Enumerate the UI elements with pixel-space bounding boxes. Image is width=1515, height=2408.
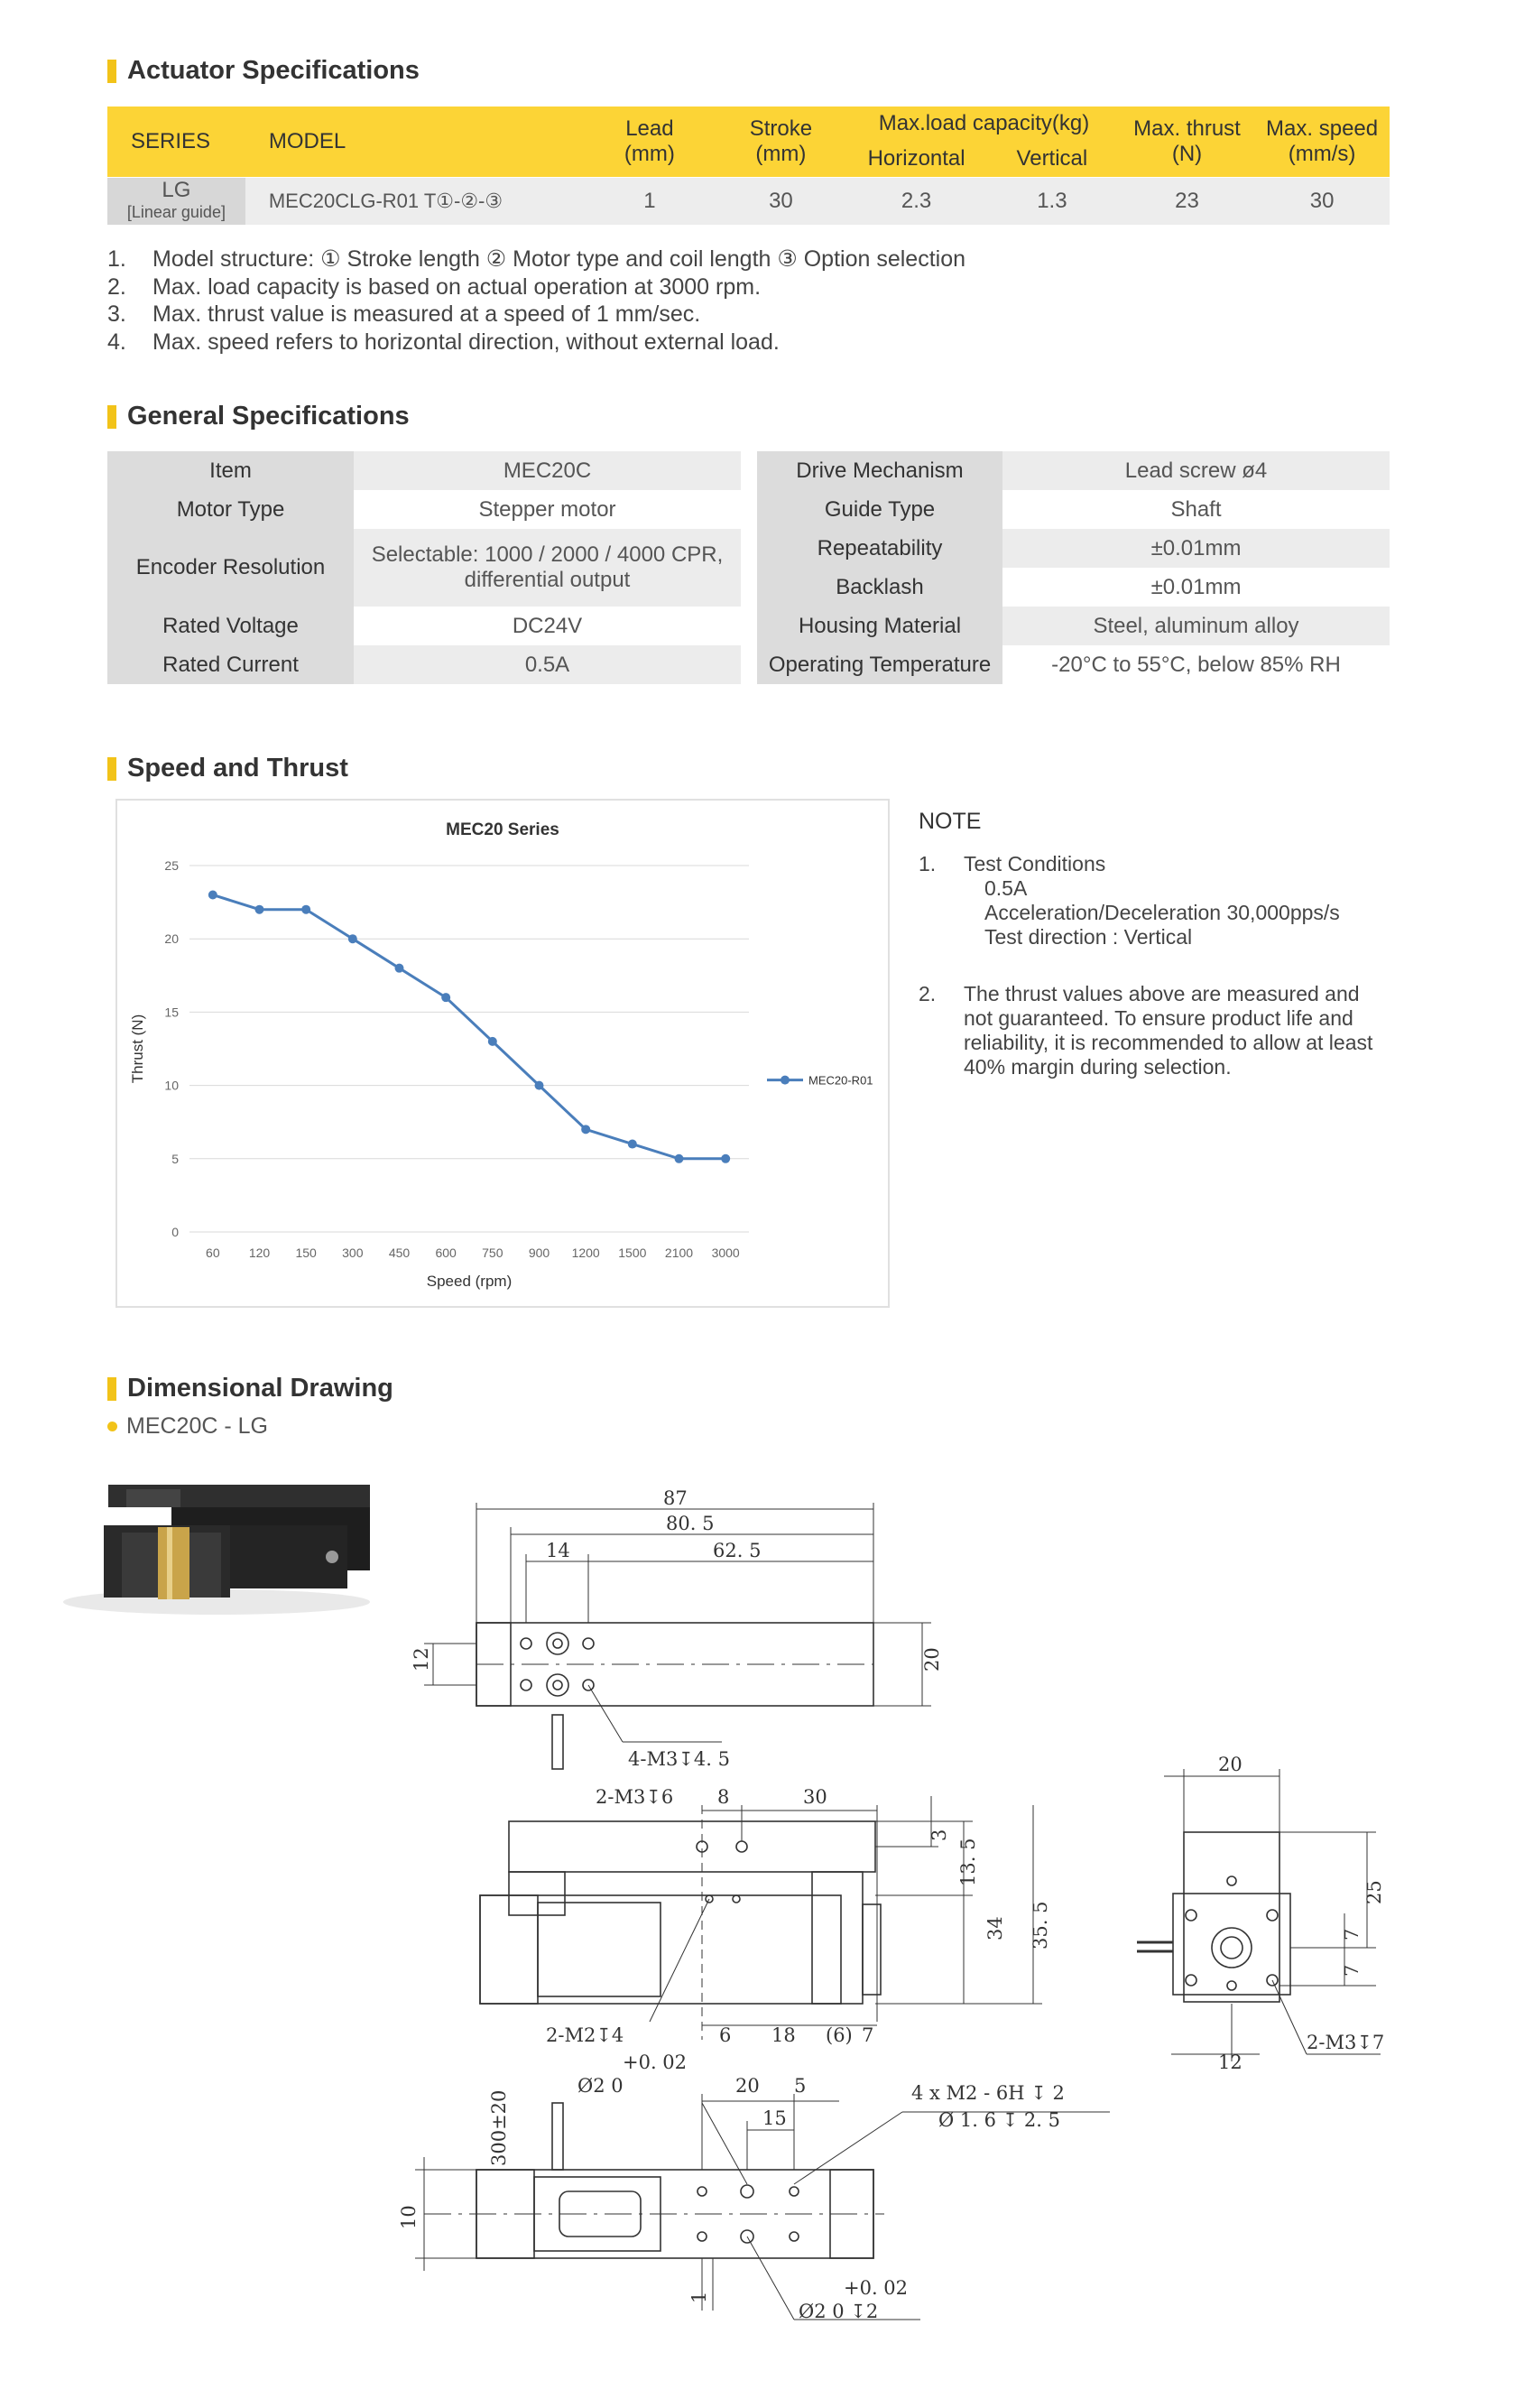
spec-key: Backlash [757, 568, 1002, 607]
spec-key: Item [107, 451, 354, 490]
spec-key: Encoder Resolution [107, 529, 354, 607]
dim-cable: 300±20 [488, 2089, 510, 2166]
y-tick-label: 0 [171, 1225, 179, 1239]
bullet-icon [107, 1422, 117, 1431]
spec-value: Steel, aluminum alloy [1002, 607, 1390, 645]
series-line [213, 894, 725, 1158]
spec-key: Motor Type [107, 490, 354, 529]
thrust-chart-frame [115, 799, 890, 1308]
dim-tol-2: +0. 02 [844, 2277, 909, 2299]
dim-end-7b: 7 [1341, 1964, 1363, 1977]
dim-80-5: 80. 5 [666, 1513, 715, 1534]
x-tick-label: 1500 [618, 1246, 647, 1260]
x-tick-label: 2100 [664, 1246, 694, 1260]
top-view-body [476, 1623, 873, 1706]
dim-3: 3 [928, 1829, 950, 1841]
thrust-chart [117, 801, 888, 1306]
x-tick-label: 3000 [711, 1246, 740, 1260]
dim-end-m3-7: 2-M3↧7 [1307, 2032, 1385, 2053]
x-tick-label: 600 [435, 1246, 457, 1260]
header-maxload: Max.load capacity(kg) [848, 107, 1120, 141]
section-title-actuator [107, 56, 420, 86]
table-row [757, 607, 1390, 645]
note-item: 1. Model structure: ① Stroke length ② Motor type and coil length ③ Option selection [107, 246, 966, 272]
dim-30: 30 [803, 1786, 827, 1808]
spec-value: Stepper motor [354, 490, 741, 529]
dim-tol-1: +0. 02 [623, 2051, 688, 2073]
spec-value: 0.5A [354, 645, 741, 684]
spec-value: ±0.01mm [1002, 568, 1390, 607]
side-view-top [509, 1821, 875, 1872]
x-tick-label: 300 [342, 1246, 364, 1260]
spec-key: Repeatability [757, 529, 1002, 568]
section-marker [107, 1377, 116, 1401]
dim-87: 87 [663, 1487, 688, 1509]
dim-34: 34 [984, 1916, 1006, 1940]
section-title-text: Actuator Specifications [127, 56, 420, 85]
cell-thrust: 23 [1120, 178, 1254, 226]
table-row [757, 451, 1390, 490]
dim-13-5: 13. 5 [957, 1838, 979, 1886]
dim-b15: 15 [762, 2107, 787, 2129]
cell-stroke: 30 [714, 178, 849, 226]
y-tick-label: 25 [164, 858, 179, 873]
header-horizontal: Horizontal [848, 141, 984, 178]
dim-b20: 20 [735, 2075, 760, 2097]
cell-series: LG [Linear guide] [107, 178, 245, 226]
dim-7: 7 [862, 2024, 874, 2046]
dim-20: 20 [921, 1647, 943, 1672]
note-item: 3. Max. thrust value is measured at a speed of 1 mm/sec. [107, 301, 701, 327]
table-row [757, 529, 1390, 568]
header-vertical: Vertical [984, 141, 1120, 178]
section-marker [107, 757, 116, 781]
dim-18: 18 [771, 2024, 796, 2046]
x-tick-label: 750 [482, 1246, 503, 1260]
dim-2-m3-6: 2-M3↧6 [596, 1786, 674, 1808]
spec-value: DC24V [354, 607, 741, 645]
y-tick-label: 10 [164, 1078, 179, 1093]
data-point [581, 1125, 590, 1134]
data-point [255, 905, 264, 914]
legend-label: MEC20-R01 [808, 1073, 873, 1088]
x-tick-label: 900 [528, 1246, 550, 1260]
spec-value: Selectable: 1000 / 2000 / 4000 CPR, differential output [354, 529, 741, 607]
dim-dia-2: Ø2 0 ↧2 [799, 2301, 879, 2322]
product-photo [54, 1471, 379, 1625]
dim-b10: 10 [398, 2205, 420, 2229]
dim-62-5: 62. 5 [713, 1540, 762, 1561]
header-stroke: Stroke (mm) [714, 107, 849, 178]
dim-2-m2-4: 2-M2↧4 [546, 2024, 624, 2046]
dim-m2-6h: 4 x M2 - 6H ↧ 2 [911, 2082, 1065, 2104]
data-point [488, 1037, 497, 1046]
data-point [628, 1140, 637, 1149]
dim-dia-1-6: Ø 1. 6 ↧ 2. 5 [938, 2109, 1060, 2131]
cell-speed: 30 [1254, 178, 1390, 226]
x-tick-label: 450 [388, 1246, 411, 1260]
header-lead: Lead (mm) [586, 107, 713, 178]
drawing-model-label: MEC20C - LG [107, 1413, 268, 1440]
section-title-text: Dimensional Drawing [127, 1374, 393, 1403]
side-view-body [480, 1895, 841, 2004]
spec-key: Housing Material [757, 607, 1002, 645]
note-title: NOTE [919, 809, 982, 834]
section-title-text: General Specifications [127, 402, 410, 431]
dim-6: 6 [719, 2024, 732, 2046]
dim-8: 8 [717, 1786, 730, 1808]
cell-vertical: 1.3 [984, 178, 1120, 226]
spec-value: MEC20C [354, 451, 741, 490]
spec-notes [107, 245, 965, 356]
table-row [757, 645, 1390, 684]
general-spec-table-left [107, 451, 741, 684]
cell-lead: 1 [586, 178, 713, 226]
dim-end-7a: 7 [1341, 1928, 1363, 1940]
spec-key: Rated Voltage [107, 607, 354, 645]
dim-4-m3: 4-M3↧4. 5 [628, 1748, 730, 1770]
dim-12: 12 [411, 1647, 432, 1672]
table-row [107, 645, 741, 684]
dim-14: 14 [546, 1540, 570, 1561]
dim-end-20: 20 [1218, 1754, 1242, 1775]
y-tick-label: 5 [171, 1151, 179, 1166]
header-series: SERIES [107, 107, 245, 178]
data-point [721, 1154, 730, 1163]
dim-end-12: 12 [1218, 2051, 1242, 2073]
general-spec-table-right [757, 451, 1390, 684]
header-model: MODEL [245, 107, 586, 178]
end-view-body [1184, 1832, 1279, 2002]
spec-value: ±0.01mm [1002, 529, 1390, 568]
dim-35-5: 35. 5 [1030, 1901, 1051, 1950]
legend-marker [781, 1076, 790, 1085]
data-point [675, 1154, 684, 1163]
spec-key: Rated Current [107, 645, 354, 684]
x-tick-label: 60 [206, 1246, 220, 1260]
note-item-2: 2. The thrust values above are measured and not guaranteed. To ensure product life and reliability, it is recommended to allow at least 40% margin during selection. [919, 982, 1373, 1079]
section-title-drawing [107, 1374, 393, 1403]
table-row [757, 568, 1390, 607]
y-axis-label: Thrust (N) [129, 1014, 146, 1084]
dim-end-25: 25 [1363, 1880, 1385, 1904]
header-speed: Max. speed (mm/s) [1254, 107, 1390, 178]
section-marker [107, 60, 116, 83]
section-title-general [107, 402, 410, 431]
dim-6-paren: (6) [826, 2024, 853, 2046]
y-tick-label: 20 [164, 931, 179, 947]
spec-key: Guide Type [757, 490, 1002, 529]
note-item: 4. Max. speed refers to horizontal direction, without external load. [107, 329, 780, 355]
table-header-row [107, 107, 1390, 141]
spec-value: -20°C to 55°C, below 85% RH [1002, 645, 1390, 684]
dim-b1: 1 [688, 2291, 710, 2303]
section-marker [107, 405, 116, 429]
spec-value: Lead screw ø4 [1002, 451, 1390, 490]
spec-key: Drive Mechanism [757, 451, 1002, 490]
table-row [107, 178, 1390, 226]
x-tick-label: 120 [248, 1246, 271, 1260]
section-title-text: Speed and Thrust [127, 754, 348, 783]
chart-title: MEC20 Series [446, 820, 559, 839]
table-row [107, 529, 741, 607]
cell-model: MEC20CLG-R01 T①-②-③ [245, 178, 586, 226]
note-item: 2. Max. load capacity is based on actual operation at 3000 rpm. [107, 273, 762, 300]
x-tick-label: 1200 [571, 1246, 600, 1260]
data-point [348, 934, 357, 943]
data-point [208, 890, 217, 899]
table-row [757, 490, 1390, 529]
cell-horizontal: 2.3 [848, 178, 984, 226]
dim-b5: 5 [794, 2075, 807, 2097]
spec-key: Operating Temperature [757, 645, 1002, 684]
data-point [301, 905, 310, 914]
note-item-1: 1. Test Conditions 0.5A Acceleration/Deceleration 30,000pps/s Test direction : Vertical [919, 852, 1340, 949]
section-title-speed [107, 754, 348, 783]
data-point [441, 993, 450, 1002]
header-thrust: Max. thrust (N) [1120, 107, 1254, 178]
x-tick-label: 150 [295, 1246, 317, 1260]
table-row [107, 490, 741, 529]
y-tick-label: 15 [164, 1005, 179, 1020]
dim-dia-1: Ø2 0 [577, 2075, 624, 2097]
actuator-spec-table [107, 107, 1390, 225]
table-row [107, 607, 741, 645]
bottom-view-body [476, 2170, 873, 2258]
x-axis-label: Speed (rpm) [426, 1273, 513, 1290]
data-point [535, 1081, 544, 1090]
spec-value: Shaft [1002, 490, 1390, 529]
table-row [107, 451, 741, 490]
data-point [395, 964, 404, 973]
